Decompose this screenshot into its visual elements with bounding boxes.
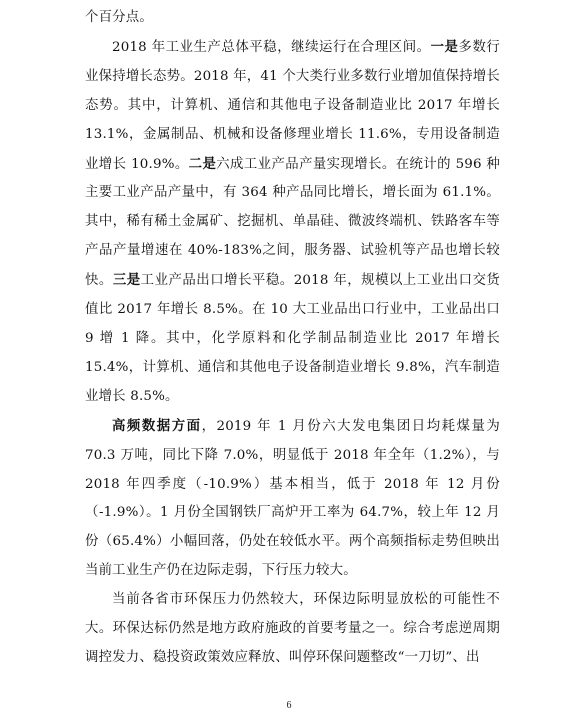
bold-heading-run: 高频数据方面: [112, 417, 202, 434]
bold-heading-run: 三是: [112, 272, 141, 289]
paragraph-p0: [85, 4, 500, 33]
bold-heading-run: 二是: [188, 155, 217, 172]
text-run: 当前各省市环保压力仍然较大，环保边际明显放松的可能性不大。环保达标仍然是地方政府施政的首要考量之一。综合考虑逆周期调控发力、稳投资政策效应释放、叫停环保问题整改“一刀切”、出: [85, 592, 500, 665]
page-number: 6: [286, 700, 292, 711]
body-text: [85, 4, 500, 673]
text-run: 工业产品出口增长平稳。2018 年，规模以上工业出口交货值比 2017 年增长 8.5%。在 10 大工业品出口行业中，工业品出口 9 增 1 降。其中，化学原料和化学制品制造业比 2017 年增长 15.4%，计算机、通信和其他电子设备制造业增长 9.8%，汽车制造业增长 8.5%。: [85, 273, 500, 404]
paragraph-p3: [85, 586, 500, 673]
text-run: 多数行业保持增长态势。2018 年，41 个大类行业多数行业增加值保持增长态势。其中，计算机、通信和其他电子设备制造业比 2017 年增长 13.1%，金属制品、机械和设备修理业增长 11.6%，专用设备制造业增长 10.9%。: [85, 39, 500, 172]
text-run: 个百分点。: [85, 10, 153, 25]
text-run: 2018 年工业生产总体平稳，继续运行在合理区间。: [112, 39, 431, 55]
text-run: ，2019 年 1 月份六大发电集团日均耗煤量为 70.3 万吨，同比下降 7.0%，明显低于 2018 年全年（1.2%），与 2018 年四季度（-10.9%）基本相当，低于 2018 年 12 月份（-1.9%）。1 月份全国钢铁厂高炉开工率为 64.7%，较上年 12 月份（65.4%）小幅回落，仍处在较低水平。两个高频指标走势但映出当前工业生产仍在边际走弱，下行压力较大。: [85, 418, 501, 579]
paragraph-p1: [85, 33, 500, 412]
paragraph-p2: [85, 412, 500, 586]
text-run: 六成工业产品产量实现增长。在统计的 596 种主要工业产品产量中，有 364 种产品同比增长，增长面为 61.1%。其中，稀有稀土金属矿、挖掘机、单晶硅、微波终端机、铁路客车等产品产量增速在 40%-183%之间，服务器、试验机等产品也增长较快。: [85, 156, 500, 289]
bold-heading-run: 一是: [430, 38, 459, 55]
